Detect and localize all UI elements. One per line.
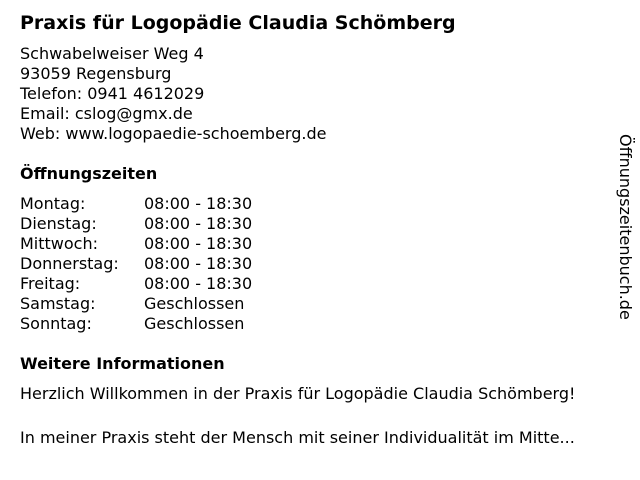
hours-day: Montag: [20,194,86,213]
business-title: Praxis für Logopädie Claudia Schömberg [20,12,456,34]
watermark-text: Öffnungszeitenbuch.de [616,134,635,320]
contact-block [20,44,326,144]
hours-time: Geschlossen [144,294,245,313]
hours-day: Sonntag: [20,314,92,333]
intro-text: In meiner Praxis steht der Mensch mit seiner Individualität im Mitte... [20,428,575,447]
hours-day: Donnerstag: [20,254,119,273]
website-address: Web: www.logopaedie-schoemberg.de [20,124,327,143]
hours-day: Mittwoch: [20,234,98,253]
email-address: Email: cslog@gmx.de [20,104,193,123]
hours-row-wednesday [20,234,320,254]
hours-day: Samstag: [20,294,96,313]
hours-time: 08:00 - 18:30 [144,254,253,273]
hours-day: Freitag: [20,274,81,293]
hours-row-tuesday [20,214,320,234]
opening-hours-heading: Öffnungszeiten [20,164,158,183]
welcome-text: Herzlich Willkommen in der Praxis für Logopädie Claudia Schömberg! [20,384,576,403]
address-city: 93059 Regensburg [20,64,172,83]
hours-time: 08:00 - 18:30 [144,194,253,213]
hours-row-friday [20,274,320,294]
phone-number: Telefon: 0941 4612029 [20,84,205,103]
hours-row-monday [20,194,320,214]
further-info-heading: Weitere Informationen [20,354,225,373]
hours-row-thursday [20,254,320,274]
hours-row-saturday [20,294,320,314]
opening-hours-table [20,194,320,334]
hours-row-sunday [20,314,320,334]
hours-time: Geschlossen [144,314,245,333]
hours-time: 08:00 - 18:30 [144,234,253,253]
hours-day: Dienstag: [20,214,97,233]
hours-time: 08:00 - 18:30 [144,214,253,233]
hours-time: 08:00 - 18:30 [144,274,253,293]
address-street: Schwabelweiser Weg 4 [20,44,204,63]
